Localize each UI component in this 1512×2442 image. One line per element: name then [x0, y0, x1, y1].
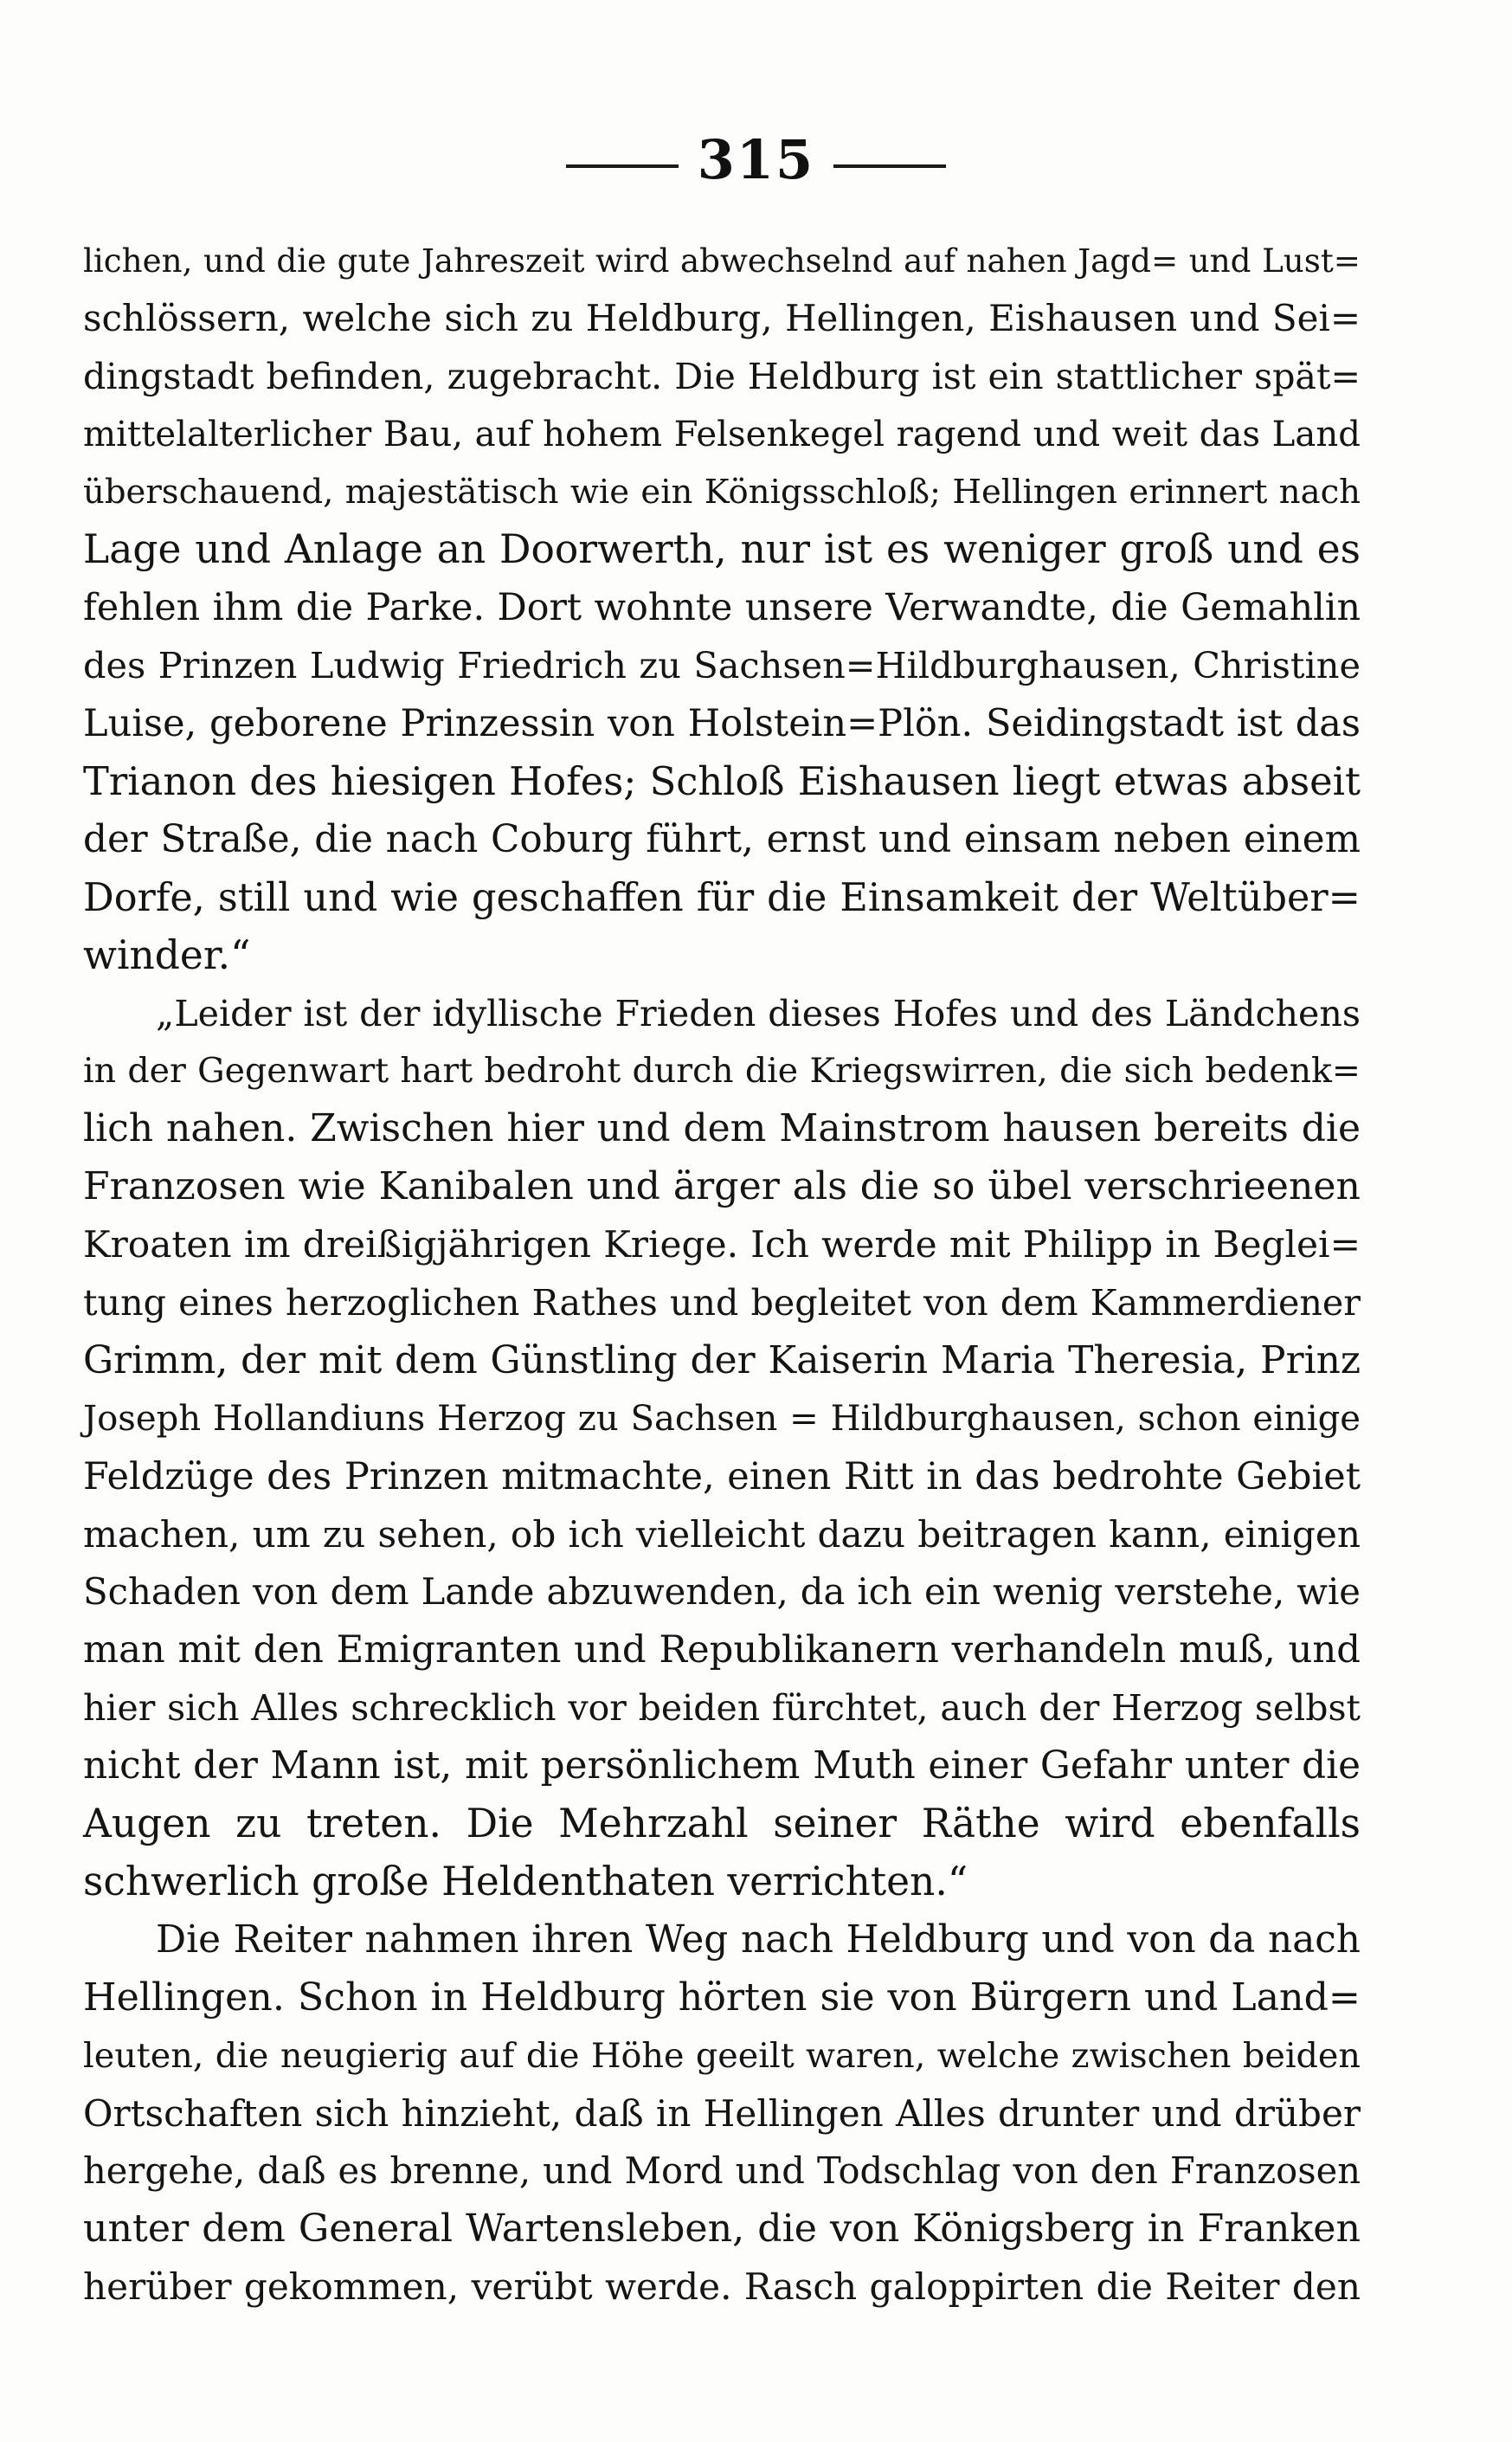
text-line: unter dem General Wartensleben, die von Königsberg in Franken	[83, 2207, 1361, 2252]
text-line: des Prinzen Ludwig Friedrich zu Sachsen=Hildburghausen, Christine	[83, 645, 1361, 687]
text-line: nicht der Mann ist, mit persönlichem Muth einer Gefahr unter die	[83, 1743, 1361, 1788]
text-line: Lage und Anlage an Doorwerth, nur ist es weniger groß und es	[83, 526, 1361, 573]
text-line: Augen zu treten. Die Mehrzahl seiner Räthe wird ebenfalls	[83, 1801, 1361, 1847]
text-line: Joseph Hollandiuns Herzog zu Sachsen = Hildburghausen, schon einige	[83, 1398, 1361, 1439]
text-line: winder.“	[83, 931, 251, 978]
text-line: der Straße, die nach Coburg führt, ernst und einsam neben einem	[83, 816, 1361, 861]
text-line: Die Reiter nahmen ihren Weg nach Heldburg und von da nach	[156, 1917, 1361, 1962]
text-line: Luise, geborene Prinzessin von Holstein=Plön. Seidingstadt ist das	[83, 702, 1361, 746]
text-line: Trianon des hiesigen Hofes; Schloß Eishausen liegt etwas abseit	[83, 758, 1361, 805]
body-text	[83, 232, 1361, 2316]
text-line: Ortschaften sich hinzieht, daß in Hellingen Alles drunter und drüber	[83, 2091, 1361, 2135]
text-line: schwerlich große Heldenthaten verrichten.“	[83, 1858, 968, 1904]
text-line: hier sich Alles schrecklich vor beiden fürchtet, auch der Herzog selbst	[83, 1687, 1361, 1730]
text-line: herüber gekommen, verübt werde. Rasch galoppirten die Reiter den	[83, 2265, 1361, 2309]
text-line: lichen, und die gute Jahreszeit wird abwechselnd auf nahen Jagd= und Lust=	[83, 242, 1361, 280]
text-line: „Leider ist der idyllische Frieden dieses Hofes und des Ländchens	[156, 992, 1361, 1034]
text-line: mittelalterlicher Bau, auf hohem Felsenkegel ragend und weit das Land	[83, 414, 1361, 454]
text-line: Grimm, der mit dem Günstling der Kaiserin Maria Theresia, Prinz	[83, 1337, 1361, 1382]
text-line: überschauend, majestätisch wie ein Königsschloß; Hellingen erinnert nach	[83, 472, 1361, 512]
text-line: man mit den Emigranten und Republikanern verhandeln muß, und	[83, 1628, 1361, 1672]
text-line: Schaden von dem Lande abzuwenden, da ich ein wenig verstehe, wie	[83, 1570, 1361, 1614]
page-header	[0, 128, 1512, 191]
text-line: fehlen ihm die Parke. Dort wohnte unsere Verwandte, die Gemahlin	[83, 586, 1361, 630]
text-line: tung eines herzoglichen Rathes und begleitet von dem Kammerdiener	[83, 1282, 1361, 1324]
text-line: lich nahen. Zwischen hier und dem Mainstrom hausen bereits die	[83, 1106, 1361, 1151]
header-rule-right	[833, 164, 946, 168]
text-line: schlössern, welche sich zu Heldburg, Hellingen, Eishausen und Sei=	[83, 296, 1361, 339]
text-line: Feldzüge des Prinzen mitmachte, einen Ritt in das bedrohte Gebiet	[83, 1454, 1361, 1498]
text-line: Dorfe, still und wie geschaffen für die Einsamkeit der Weltüber=	[83, 874, 1361, 920]
text-line: Kroaten im dreißigjährigen Kriege. Ich werde mit Philipp in Beglei=	[83, 1223, 1361, 1266]
text-line: machen, um zu sehen, ob ich vielleicht dazu beitragen kann, einigen	[83, 1512, 1361, 1556]
header-rule-left	[566, 164, 679, 168]
text-line: Franzosen wie Kanibalen und ärger als die so übel verschrieenen	[83, 1164, 1361, 1209]
text-line: dingstadt befinden, zugebracht. Die Heldburg ist ein stattlicher spät=	[83, 355, 1361, 397]
text-line: in der Gegenwart hart bedroht durch die Kriegswirren, die sich bedenk=	[83, 1051, 1361, 1092]
text-line: Hellingen. Schon in Heldburg hörten sie von Bürgern und Land=	[83, 1975, 1361, 2020]
text-line: leuten, die neugierig auf die Höhe geeilt waren, welche zwischen beiden	[83, 2035, 1361, 2076]
page-number: 315	[697, 128, 815, 191]
text-line: hergehe, daß es brenne, und Mord und Todschlag von den Franzosen	[83, 2149, 1361, 2193]
